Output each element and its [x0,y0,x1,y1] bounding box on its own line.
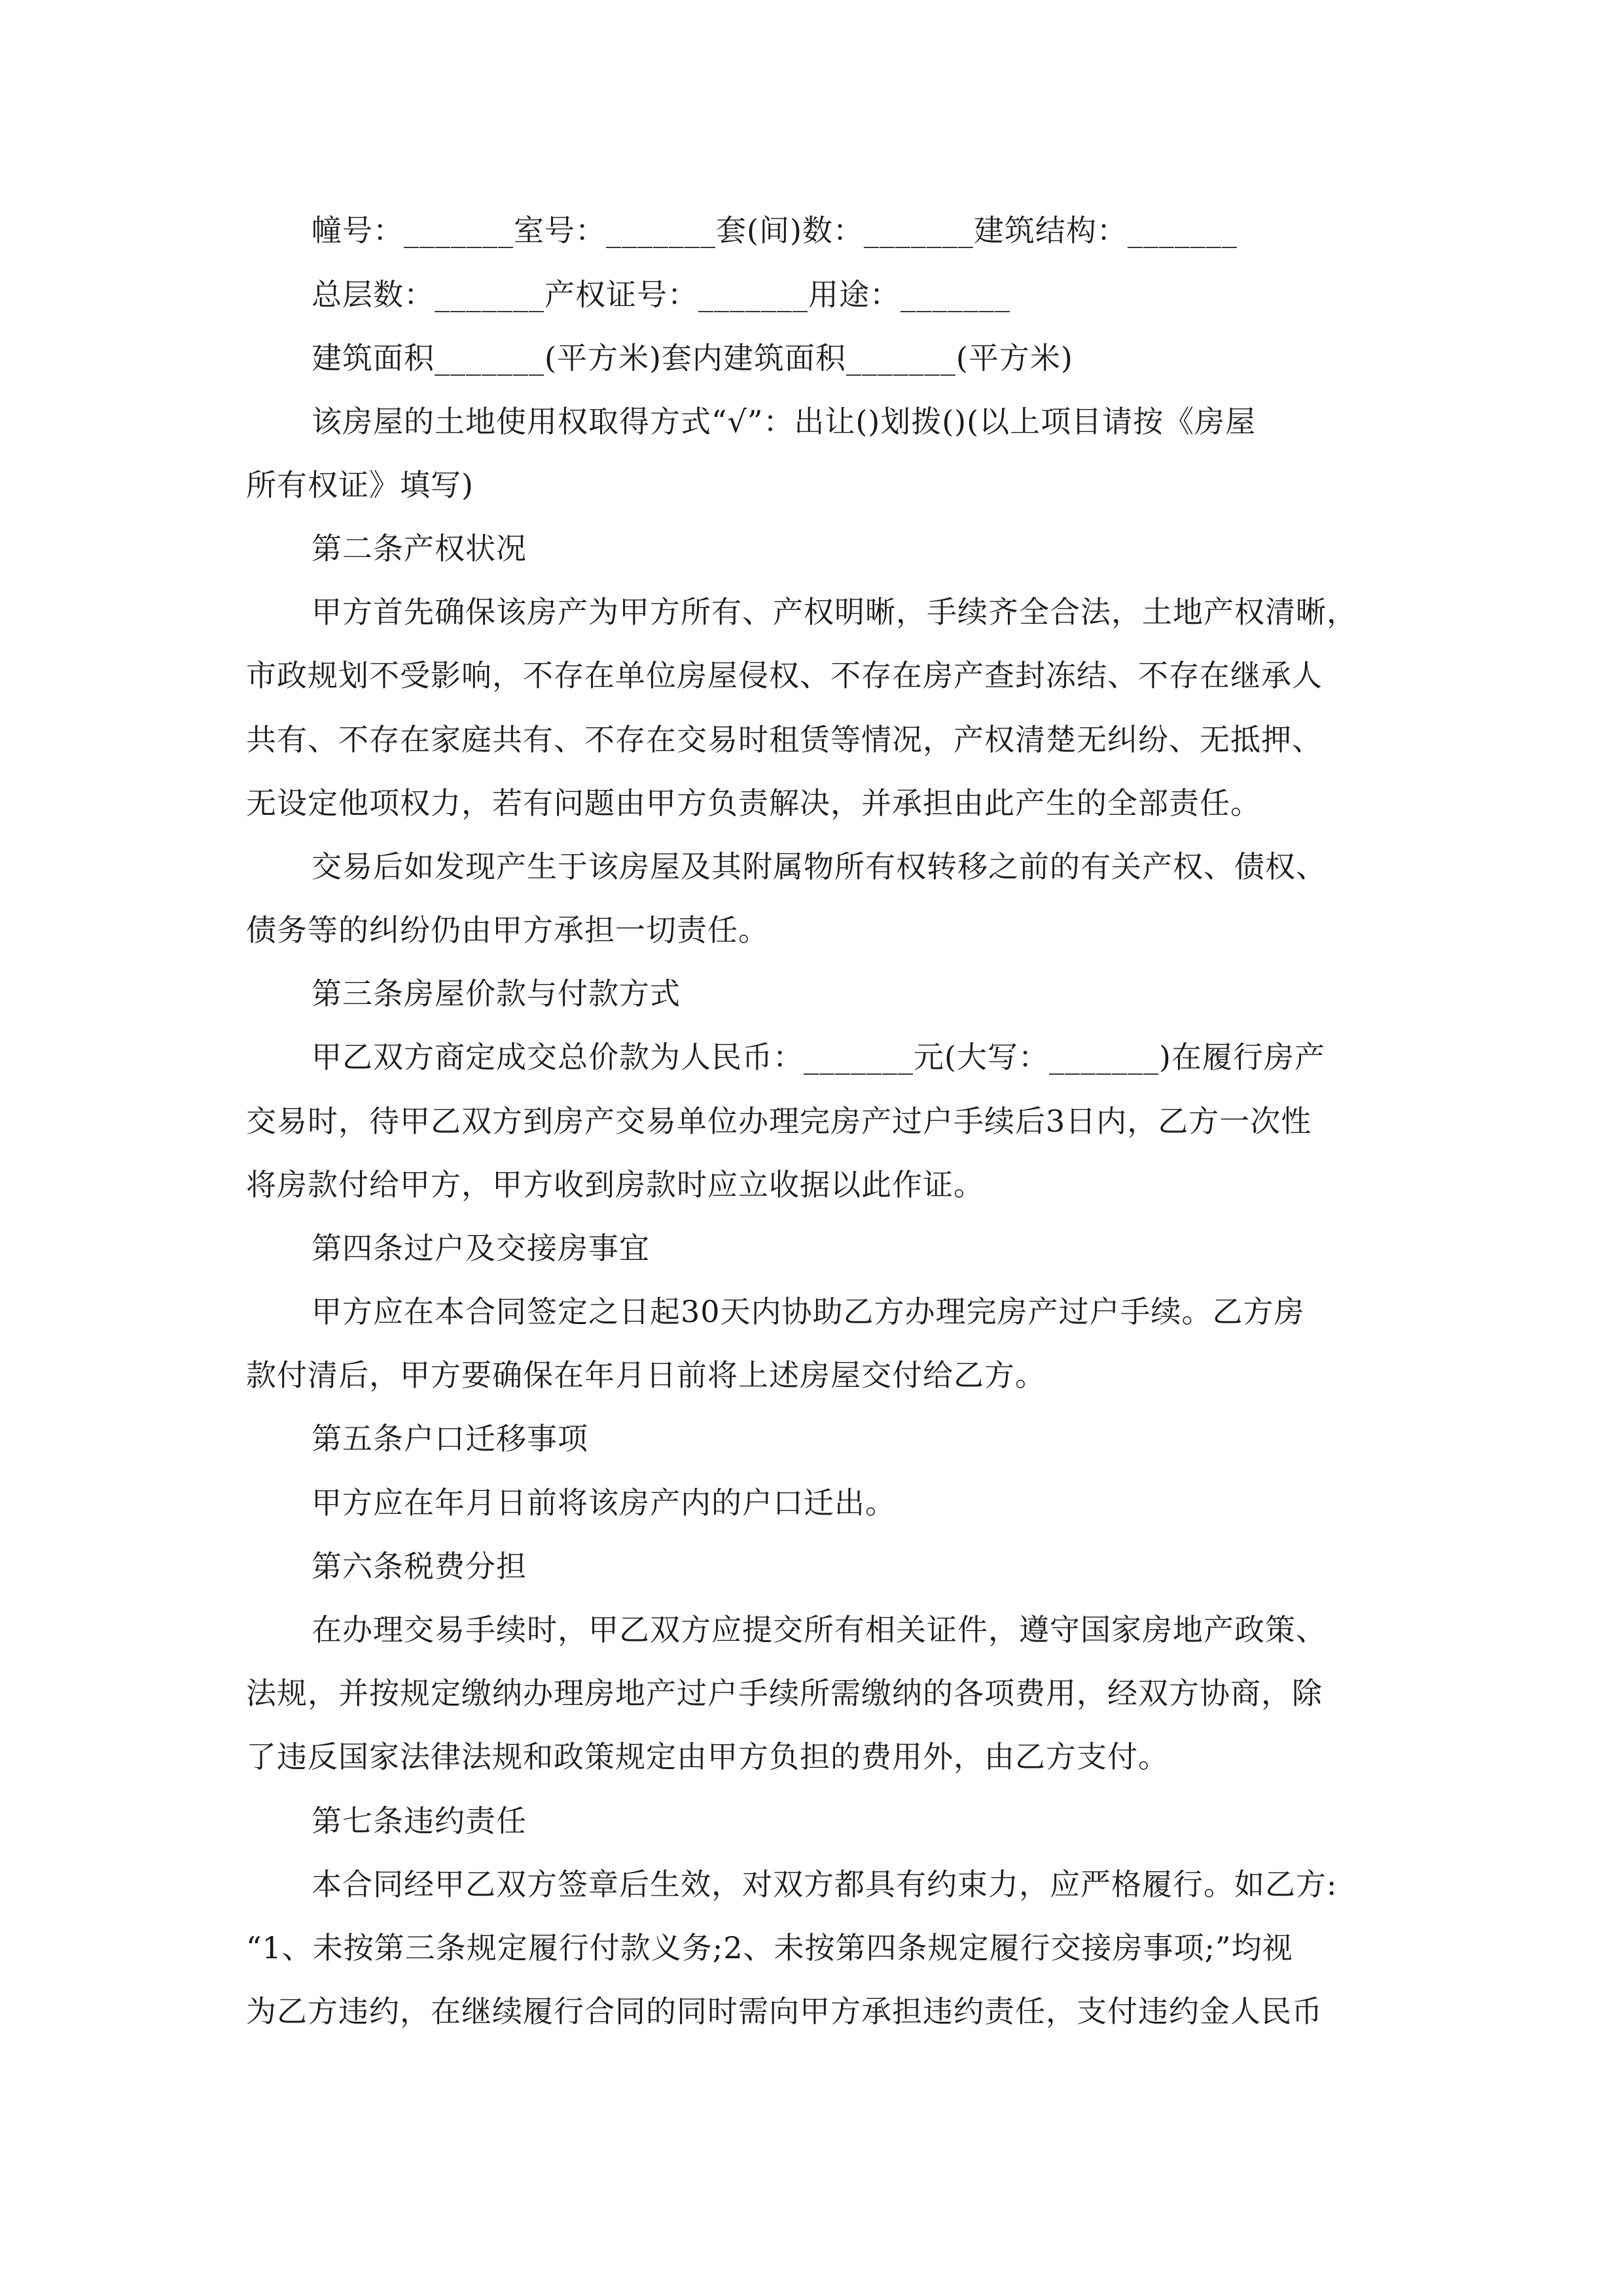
article-4-heading: 第四条过户及交接房事宜 [312,1230,650,1266]
property-fields-line-3: 建筑面积_______(平方米)套内建筑面积_______(平方米) [312,340,1073,376]
article-2-para-1-line-3: 共有、不存在家庭共有、不存在交易时租赁等情况，产权清楚无纠纷、无抵押、 [246,722,1323,757]
article-6-para-line-1: 在办理交易手续时，甲乙双方应提交所有相关证件，遵守国家房地产政策、 [312,1612,1327,1647]
article-2-para-1-line-1: 甲方首先确保该房产为甲方所有、产权明晰，手续齐全合法，土地产权清晰， [312,594,1357,630]
article-4-para-line-2: 款付清后，甲方要确保在年月日前将上述房屋交付给乙方。 [246,1357,1046,1393]
article-6-para-line-2: 法规，并按规定缴纳办理房地产过户手续所需缴纳的各项费用，经双方协商，除 [246,1676,1323,1711]
article-5-para-line-1: 甲方应在年月日前将该房产内的户口迁出。 [312,1485,896,1520]
article-2-para-2-line-1: 交易后如发现产生于该房屋及其附属物所有权转移之前的有关产权、债权、 [312,849,1327,884]
article-7-heading: 第七条违约责任 [312,1803,527,1839]
article-7-para-line-1: 本合同经甲乙双方签章后生效，对双方都具有约束力，应严格履行。如乙方: [312,1867,1338,1902]
article-2-heading: 第二条产权状况 [312,531,527,566]
article-3-para-line-2: 交易时，待甲乙双方到房产交易单位办理完房产过户手续后3日内，乙方一次性 [246,1103,1312,1139]
property-fields-line-1: 幢号：_______室号：_______套(间)数：_______建筑结构：_______ [312,213,1238,248]
article-2-para-1-line-2: 市政规划不受影响，不存在单位房屋侵权、不存在房产查封冻结、不存在继承人 [246,658,1323,693]
article-3-para-line-3: 将房款付给甲方，甲方收到房款时应立收据以此作证。 [246,1167,984,1202]
article-2-para-2-line-2: 债务等的纠纷仍由甲方承担一切责任。 [246,912,769,948]
article-6-para-line-3: 了违反国家法律法规和政策规定由甲方负担的费用外，由乙方支付。 [246,1739,1169,1774]
property-fields-line-2: 总层数：_______产权证号：_______用途：_______ [312,277,1010,312]
article-7-para-line-3: 为乙方违约，在继续履行合同的同时需向甲方承担违约责任，支付违约金人民币 [246,1994,1323,2029]
land-use-line-1: 该房屋的土地使用权取得方式“√”：出让()划拨()(以上项目请按《房屋 [312,404,1257,439]
article-2-para-1-line-4: 无设定他项权力，若有问题由甲方负责解决，并承担由此产生的全部责任。 [246,785,1261,821]
land-use-line-2: 所有权证》填写) [246,467,474,503]
article-4-para-line-1: 甲方应在本合同签定之日起30天内协助乙方办理完房产过户手续。乙方房 [312,1294,1305,1329]
article-7-para-line-2: “1、未按第三条规定履行付款义务;2、未按第四条规定履行交接房事项;”均视 [246,1930,1293,1965]
article-3-heading: 第三条房屋价款与付款方式 [312,976,681,1011]
article-5-heading: 第五条户口迁移事项 [312,1421,588,1456]
article-3-para-line-1: 甲乙双方商定成交总价款为人民币：_______元(大写：_______)在履行房产 [312,1039,1325,1075]
article-6-heading: 第六条税费分担 [312,1549,527,1584]
